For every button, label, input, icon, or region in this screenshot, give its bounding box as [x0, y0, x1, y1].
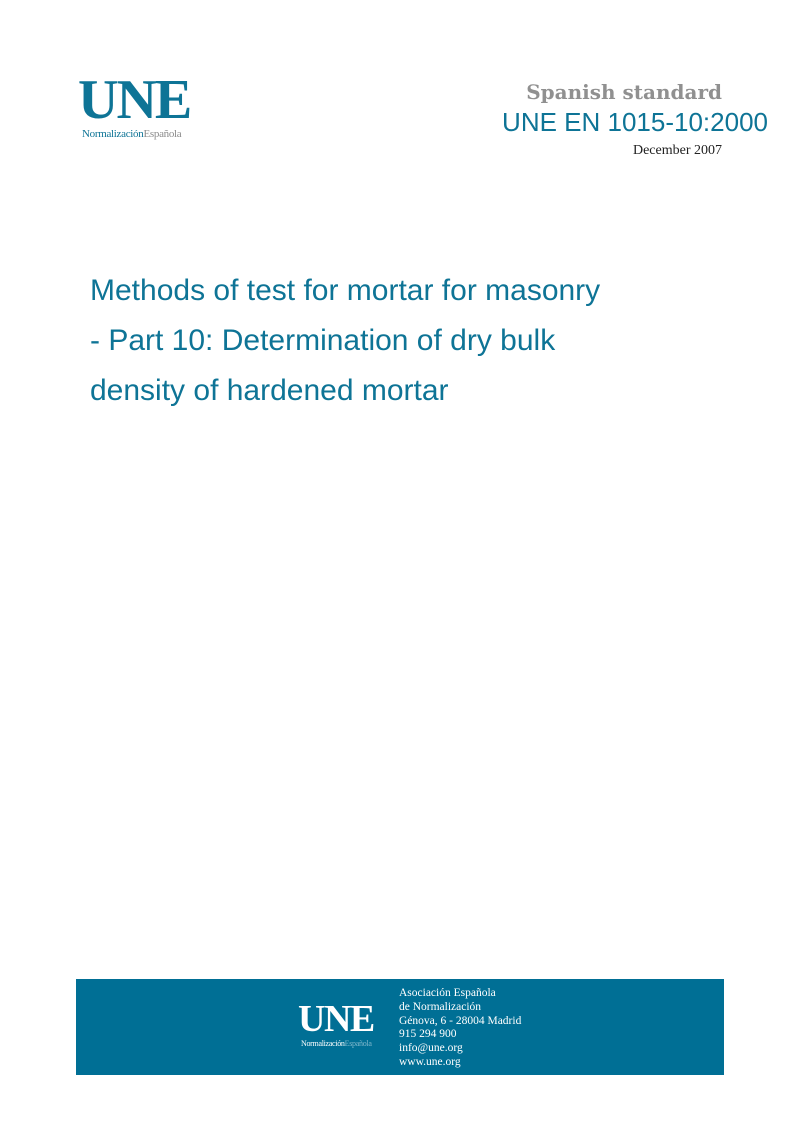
title-line-1: Methods of test for mortar for masonry [90, 274, 601, 307]
standard-header [502, 80, 768, 161]
standard-date: December 2007 [632, 143, 722, 158]
footer-banner [76, 979, 724, 1075]
logo-subtitle [82, 128, 181, 140]
address-website[interactable]: www.une.org [399, 1055, 461, 1068]
address-org-line-2: de Normalización [399, 1000, 482, 1013]
address-email[interactable]: info@une.org [399, 1042, 463, 1055]
logo-subtitle-part1: Normalización [82, 128, 144, 140]
address-street: Génova, 6 - 28004 Madrid [399, 1014, 522, 1027]
une-logo [78, 69, 198, 146]
footer-logo [298, 998, 388, 1051]
footer-logo-subtitle [301, 1039, 372, 1048]
footer-logo-wordmark: UNE [298, 998, 374, 1040]
logo-wordmark: UNE [78, 69, 191, 131]
footer-address [399, 987, 521, 1070]
title-line-3: density of hardened mortar [90, 374, 449, 407]
address-org-line-1: Asociación Española [399, 987, 496, 999]
logo-subtitle-part2: Española [143, 128, 182, 140]
standard-code: UNE EN 1015-10:2000 [502, 107, 768, 137]
standard-kind: Spanish standard [526, 80, 722, 104]
title-line-2: - Part 10: Determination of dry bulk [90, 324, 556, 357]
document-title [90, 266, 700, 416]
footer-logo-subtitle-part1: Normalización [301, 1039, 345, 1048]
footer-logo-subtitle-part2: Española [344, 1039, 372, 1048]
address-phone: 915 294 900 [399, 1028, 457, 1041]
